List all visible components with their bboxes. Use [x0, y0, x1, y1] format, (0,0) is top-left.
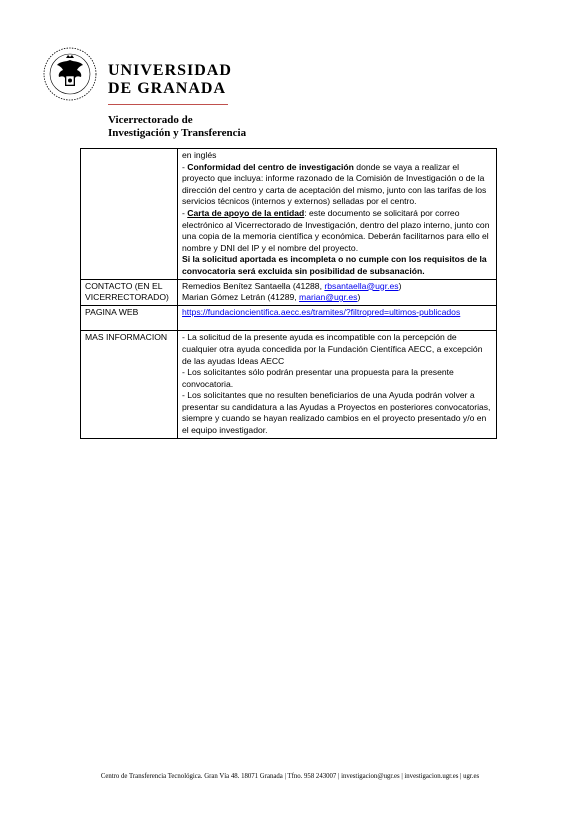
info-item-incompatibilidad: - La solicitud de la presente ayuda es incompatible con la percepción de cualquier otra ayuda concedida por la Fundación Científica AECC, a excepción de las ayudas Ideas AECC [182, 332, 483, 366]
info-item-una-propuesta: - Los solicitantes sólo podrán presentar una propuesta para la presente convocatoria. [182, 367, 454, 389]
conformidad-text: donde se vaya a realizar el proyecto que incluya: informe razonado de la Comisión de Investigación o de la dirección del centro y carta de aceptación del mismo, junto con las tarifas de los servicios técnicos (internos y externos) selladas por el centro. [182, 161, 487, 207]
vicerrectorado-line1: Vicerrectorado de [108, 114, 193, 126]
table-row-mas-informacion [81, 331, 497, 438]
contacto-content-cell [178, 279, 497, 305]
mas-informacion-label: MAS INFORMACION [81, 331, 178, 438]
conformidad-item: - Conformidad del centro de investigación donde se vaya a realizar el proyecto que incluya: informe razonado de la Comisión de Investigación o de la dirección del centro y carta de aceptación del mismo, junto con las tarifas de los servicios técnicos (internos y externos) selladas por el centro. [182, 161, 487, 207]
table-row-web [81, 305, 497, 331]
carta-apoyo-item: - Carta de apoyo de la entidad: este documento se solicitará por correo electrónico al Vicerrectorado de Investigación, dentro del plazo interno, junto con una copia de la memoria científica y económica. Deberán facilitarnos para ello el nombre y DNI del IP y el nombre del proyecto. [182, 207, 490, 253]
requirements-content-cell [178, 149, 497, 280]
mas-informacion-content-cell [178, 331, 497, 438]
carta-apoyo-heading: Carta de apoyo de la entidad [187, 207, 305, 218]
web-content-cell [178, 305, 497, 331]
university-name [108, 62, 232, 98]
contact-remedios: Remedios Benítez Santaella (41288, rbsantaella@ugr.es) [182, 280, 402, 291]
email-link-rbsantaella[interactable]: rbsantaella@ugr.es [324, 280, 399, 291]
vicerrectorado-line2: Investigación y Transferencia [108, 127, 247, 139]
web-url-link[interactable]: https://fundacioncientifica.aecc.es/tramites/?filtropred=ultimos-publicados [182, 306, 461, 317]
conformidad-heading: Conformidad del centro de investigación [187, 161, 354, 172]
contacto-label: CONTACTO (EN EL VICERRECTORADO) [81, 279, 178, 305]
table-row-contacto [81, 279, 497, 305]
university-seal-icon [42, 46, 98, 102]
email-link-marian[interactable]: marian@ugr.es [299, 292, 358, 303]
web-label: PAGINA WEB [81, 305, 178, 331]
carta-apoyo-text: : este documento se solicitará por correo electrónico al Vicerrectorado de Investigación, dentro del plazo interno, junto con una copia de la memoria científica y económica. Deberán facilitarnos para ello el nombre y DNI del IP y el nombre del proyecto. [182, 207, 490, 253]
table-row-requirements [81, 149, 497, 280]
university-name-line2: DE GRANADA [108, 80, 226, 97]
en-ingles-text: en inglés [182, 150, 217, 160]
exclusion-warning: Si la solicitud aportada es incompleta o no cumple con los requisitos de la convocatoria será excluida sin posibilidad de subsanación. [182, 254, 487, 276]
requirements-label-cell [81, 149, 178, 280]
vicerrectorado-title [108, 114, 246, 140]
header-divider [108, 104, 228, 105]
contact-marian: Marian Gómez Letrán (41289, marian@ugr.es) [182, 292, 361, 303]
page-footer: Centro de Transferencia Tecnológica. Gran Vía 48. 18071 Granada | Tfno. 958 243007 | investigacion@ugr.es | investigacion.ugr.es | ugr.es [100, 773, 480, 780]
university-name-line1: UNIVERSIDAD [108, 62, 232, 79]
letterhead [42, 46, 542, 146]
info-table [80, 148, 497, 439]
info-item-reenvio: - Los solicitantes que no resulten beneficiarios de una Ayuda podrán volver a presentar su candidatura a las Ayudas a Proyectos en posteriores convocatorias, siempre y cuando se hayan realizado cambios en el proyecto presentado y/o en el equipo investigador. [182, 390, 491, 436]
